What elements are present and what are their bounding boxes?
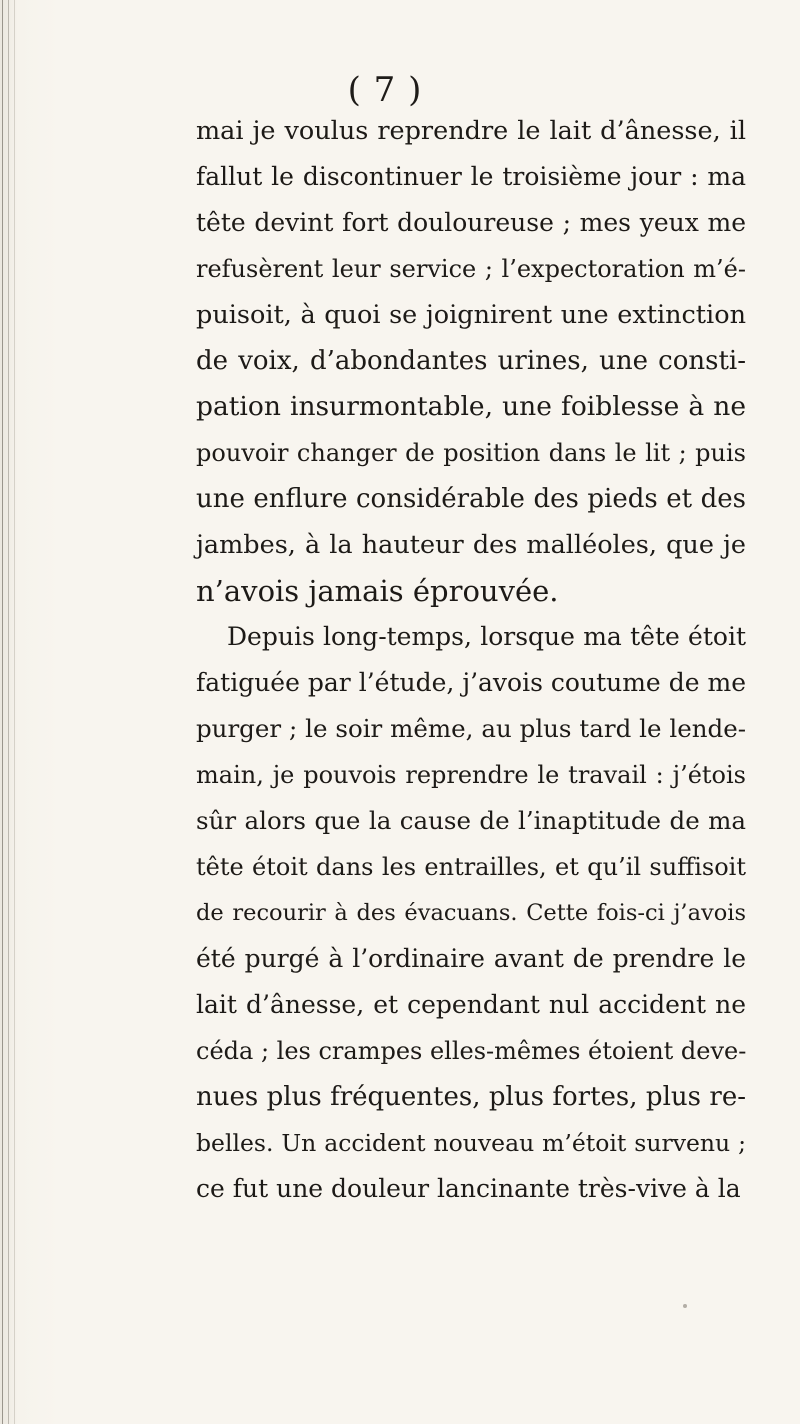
text-line: fatiguée par l’étude, j’avois coutume de me — [196, 668, 746, 697]
text-line: refusèrent leur service ; l’expectoration m’é- — [196, 255, 746, 283]
text-line: pouvoir changer de position dans le lit ; puis — [196, 439, 746, 467]
text-line: lait d’ânesse, et cependant nul accident ne — [196, 990, 746, 1019]
text-line: tête étoit dans les entrailles, et qu’il suffisoit — [196, 853, 746, 881]
text-line: de voix, d’abondantes urines, une consti- — [196, 346, 746, 376]
text-line: belles. Un accident nouveau m’étoit survenu ; — [196, 1129, 746, 1157]
paper-speck — [683, 1304, 687, 1308]
text-line: de recourir à des évacuans. Cette fois-ci j’avois — [196, 900, 746, 926]
text-line: nues plus fréquentes, plus fortes, plus re- — [196, 1082, 746, 1112]
text-line: mai je voulus reprendre le lait d’ânesse, il — [196, 116, 746, 146]
text-line: céda ; les crampes elles-mêmes étoient deve- — [196, 1037, 747, 1065]
text-line: pation insurmontable, une foiblesse à ne — [196, 391, 746, 422]
body-text — [196, 108, 746, 1212]
text-line: ce fut une douleur lancinante très-vive à la — [196, 1174, 741, 1203]
text-line: Depuis long-temps, lorsque ma tête étoit — [227, 622, 746, 651]
text-line: été purgé à l’ordinaire avant de prendre le — [196, 944, 746, 973]
page-number: ( 7 ) — [347, 70, 423, 110]
page-edge-line — [14, 0, 15, 1424]
page-edge-line — [8, 0, 9, 1424]
text-line: puisoit, à quoi se joignirent une extinction — [196, 300, 746, 330]
text-line: main, je pouvois reprendre le travail : j’étois — [196, 761, 746, 789]
text-line: sûr alors que la cause de l’inaptitude de ma — [196, 806, 746, 835]
text-line: fallut le discontinuer le troisième jour : ma — [196, 162, 746, 191]
text-line: tête devint fort douloureuse ; mes yeux me — [196, 208, 746, 237]
page-edge-line — [2, 0, 3, 1424]
text-line: une enflure considérable des pieds et des — [196, 484, 746, 514]
text-line: purger ; le soir même, au plus tard le lende- — [196, 714, 746, 743]
text-line: n’avois jamais éprouvée. — [196, 574, 559, 608]
text-line: jambes, à la hauteur des malléoles, que je — [196, 530, 746, 560]
